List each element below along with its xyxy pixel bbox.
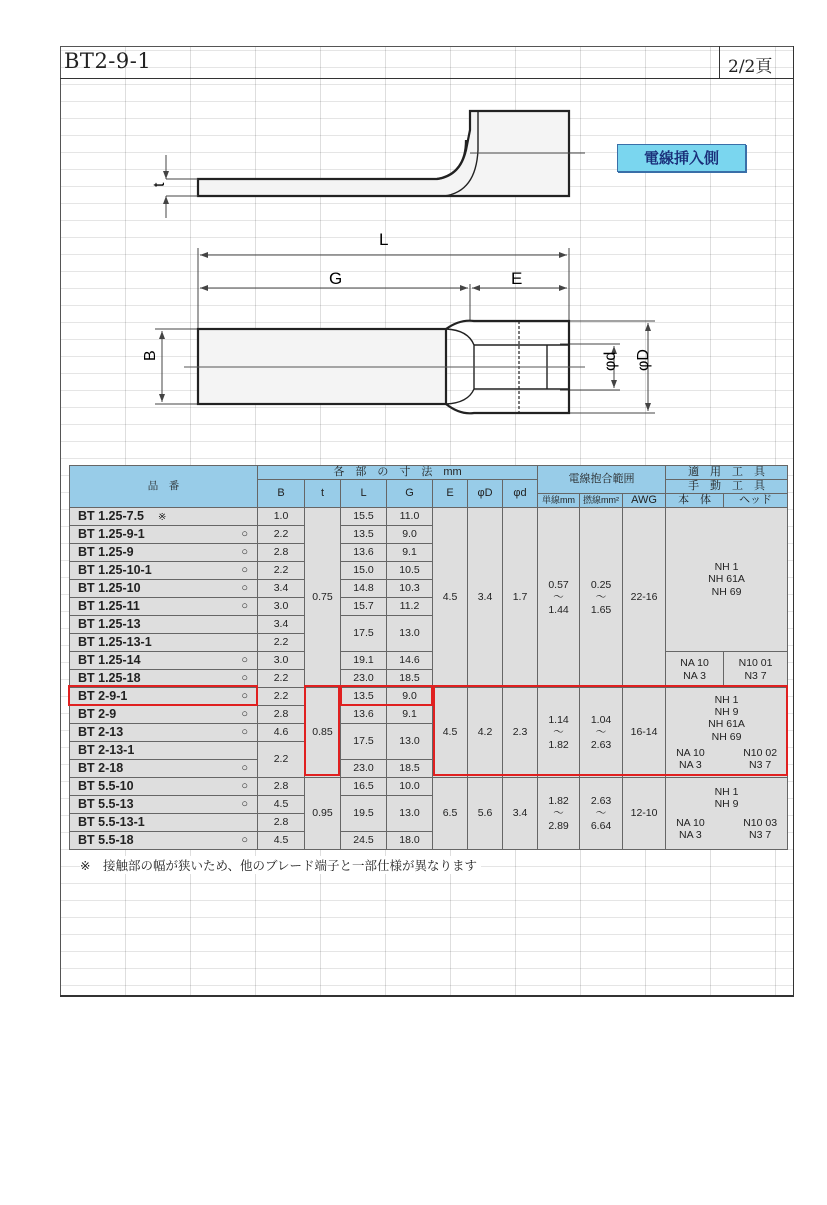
header-dimensions: 各 部 の 寸 法 mm — [258, 466, 538, 480]
part-number: BT 1.25-18 ○ — [70, 670, 258, 688]
cell-B: 2.2 — [258, 562, 305, 580]
cell-awg: 22-16 — [623, 508, 666, 688]
cell-L: 13.6 — [341, 544, 387, 562]
cell-t: 0.75 — [305, 508, 341, 688]
part-number: BT 2-18 ○ — [70, 760, 258, 778]
cell-L: 15.7 — [341, 598, 387, 616]
header-tool-body: 本 体 — [666, 494, 724, 508]
cell-L: 13.5 — [341, 526, 387, 544]
cell-L: 19.1 — [341, 652, 387, 670]
dim-label-t: t — [151, 182, 168, 187]
cell-B: 2.8 — [258, 544, 305, 562]
header-L: L — [341, 480, 387, 508]
part-number: BT 1.25-7.5 ※ — [70, 508, 258, 526]
sheet-border — [60, 995, 794, 997]
header-manual-tool: 手 動 工 具 — [666, 480, 788, 494]
dim-label-G: G — [329, 269, 343, 288]
cell-tool-head: N10 01 N3 7 — [724, 652, 788, 688]
cell-L: 24.5 — [341, 832, 387, 850]
cell-G: 13.0 — [387, 724, 433, 760]
cell-B: 4.5 — [258, 796, 305, 814]
cell-B: 2.2 — [258, 634, 305, 652]
cell-G: 11.0 — [387, 508, 433, 526]
dim-label-L: L — [379, 230, 389, 249]
dim-label-phid: φd — [602, 351, 619, 371]
terminal-drawing — [0, 0, 827, 470]
cell-phid: 2.3 — [503, 688, 538, 778]
highlight-spec-group — [433, 685, 788, 776]
cell-B: 2.8 — [258, 814, 305, 832]
header-phid: φd — [503, 480, 538, 508]
part-number: BT 1.25-14 ○ — [70, 652, 258, 670]
part-number: BT 1.25-10-1 ○ — [70, 562, 258, 580]
wire-insert-side-label: 電線挿入側 — [617, 144, 746, 172]
part-number: BT 1.25-9-1 ○ — [70, 526, 258, 544]
header-part-no: 品 番 — [70, 466, 258, 508]
cell-B: 4.5 — [258, 832, 305, 850]
part-number: BT 2-9 ○ — [70, 706, 258, 724]
dim-label-E: E — [511, 269, 523, 288]
cell-G: 14.6 — [387, 652, 433, 670]
table-row — [70, 652, 788, 670]
header-tool-head: ヘッド — [724, 494, 788, 508]
cell-t: 0.95 — [305, 778, 341, 850]
highlight-t-value — [304, 685, 340, 776]
cell-G: 13.0 — [387, 616, 433, 652]
cell-L: 19.5 — [341, 796, 387, 832]
part-number: BT 5.5-13 ○ — [70, 796, 258, 814]
cell-B: 3.4 — [258, 616, 305, 634]
cell-G: 11.2 — [387, 598, 433, 616]
cell-B: 3.0 — [258, 652, 305, 670]
cell-G: 9.1 — [387, 706, 433, 724]
cell-E: 4.5 — [433, 508, 468, 688]
cell-tool-na: NA 10 NA 3 — [666, 652, 724, 688]
cell-L: 15.0 — [341, 562, 387, 580]
cell-single-range: 0.57 〜 1.44 — [538, 508, 580, 688]
cell-awg: 12-10 — [623, 778, 666, 850]
cell-B: 2.8 — [258, 778, 305, 796]
cell-B: 2.2 — [258, 670, 305, 688]
cell-L: 16.5 — [341, 778, 387, 796]
document-title: BT2-9-1 — [64, 49, 152, 73]
cell-L: 23.0 — [341, 670, 387, 688]
header-single: 単線mm — [538, 494, 580, 508]
header-wire-range: 電線抱合範囲 — [538, 466, 666, 494]
part-number: BT 5.5-10 ○ — [70, 778, 258, 796]
part-number: BT 1.25-11 ○ — [70, 598, 258, 616]
part-number: BT 1.25-10 ○ — [70, 580, 258, 598]
cell-B: 4.6 — [258, 724, 305, 742]
page-number: 2/2頁 — [728, 57, 773, 77]
part-number: BT 2-9-1 ○ — [70, 688, 258, 706]
highlight-part-number — [68, 685, 258, 706]
cell-E: 6.5 — [433, 778, 468, 850]
dim-label-phiD: φD — [635, 349, 652, 371]
cell-phid: 3.4 — [503, 778, 538, 850]
cell-G: 9.1 — [387, 544, 433, 562]
spec-table — [69, 465, 788, 850]
cell-L: 13.5 — [341, 688, 387, 706]
cell-tool-body: NH 1 NH 9 NA 10 NA 3 N10 03 N3 7 — [666, 778, 788, 850]
cell-E: 4.5 — [433, 688, 468, 778]
footnote: ※ 接触部の幅が狭いため、他のブレード端子と一部仕様が異なります — [80, 856, 481, 874]
part-number: BT 2-13 ○ — [70, 724, 258, 742]
cell-L: 23.0 — [341, 760, 387, 778]
cell-L: 13.6 — [341, 706, 387, 724]
cell-t: 0.85 — [305, 688, 341, 778]
cell-G: 18.5 — [387, 760, 433, 778]
cell-stranded-range: 1.04 〜 2.63 — [580, 688, 623, 778]
cell-single-range: 1.14 〜 1.82 — [538, 688, 580, 778]
cell-G: 18.5 — [387, 670, 433, 688]
cell-B: 3.0 — [258, 598, 305, 616]
part-number: BT 5.5-18 ○ — [70, 832, 258, 850]
header-applicable-tool: 適 用 工 具 — [666, 466, 788, 480]
cell-G: 10.3 — [387, 580, 433, 598]
cell-B: 1.0 — [258, 508, 305, 526]
cell-tool-body: NH 1 NH 61A NH 69 — [666, 508, 788, 652]
cell-stranded-range: 2.63 〜 6.64 — [580, 778, 623, 850]
cell-L: 17.5 — [341, 724, 387, 760]
cell-B: 2.2 — [258, 742, 305, 778]
table-row — [70, 778, 788, 796]
part-number: BT 1.25-9 ○ — [70, 544, 258, 562]
header-B: B — [258, 480, 305, 508]
header-G: G — [387, 480, 433, 508]
dim-label-B: B — [142, 350, 159, 361]
cell-phiD: 5.6 — [468, 778, 503, 850]
cell-B: 2.2 — [258, 688, 305, 706]
header-E: E — [433, 480, 468, 508]
cell-L: 15.5 — [341, 508, 387, 526]
highlight-L-G-values — [340, 685, 433, 706]
cell-B: 2.8 — [258, 706, 305, 724]
cell-G: 13.0 — [387, 796, 433, 832]
cell-phid: 1.7 — [503, 508, 538, 688]
cell-phiD: 3.4 — [468, 508, 503, 688]
cell-awg: 16-14 — [623, 688, 666, 778]
cell-stranded-range: 0.25 〜 1.65 — [580, 508, 623, 688]
cell-single-range: 1.82 〜 2.89 — [538, 778, 580, 850]
cell-G: 9.0 — [387, 526, 433, 544]
cell-G: 10.0 — [387, 778, 433, 796]
table-row — [70, 508, 788, 526]
cell-L: 14.8 — [341, 580, 387, 598]
cell-B: 3.4 — [258, 580, 305, 598]
part-number: BT 1.25-13 — [70, 616, 258, 634]
cell-phiD: 4.2 — [468, 688, 503, 778]
cell-G: 10.5 — [387, 562, 433, 580]
cell-tool-body: NH 1 NH 9 NH 61A NH 69 NA 10 NA 3 N10 02 N3 7 — [666, 688, 788, 778]
cell-B: 2.2 — [258, 526, 305, 544]
part-number: BT 1.25-13-1 — [70, 634, 258, 652]
header-stranded: 撚線mm² — [580, 494, 623, 508]
header-t: t — [305, 480, 341, 508]
header-phiD: φD — [468, 480, 503, 508]
header-awg: AWG — [623, 494, 666, 508]
cell-G: 9.0 — [387, 688, 433, 706]
part-number: BT 2-13-1 — [70, 742, 258, 760]
cell-G: 18.0 — [387, 832, 433, 850]
cell-L: 17.5 — [341, 616, 387, 652]
part-number: BT 5.5-13-1 — [70, 814, 258, 832]
